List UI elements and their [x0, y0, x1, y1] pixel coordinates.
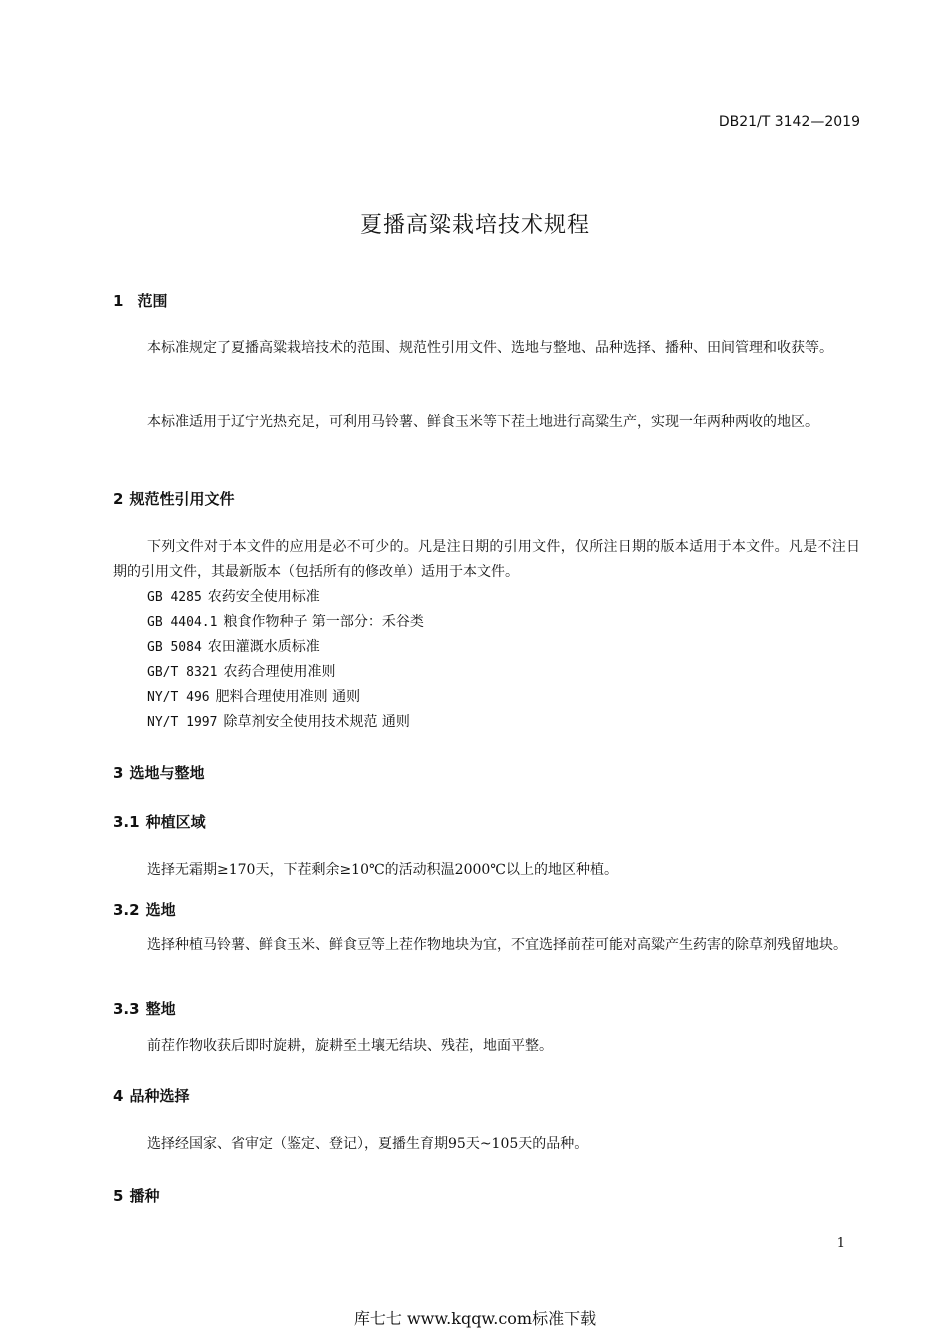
reference-name: 农田灌溉水质标准 — [207, 639, 320, 655]
reference-code: GB 4285 — [147, 590, 202, 605]
reference-item — [147, 711, 410, 731]
paragraph-land-preparation: 前茬作物收获后即时旋耕，旋耕至土壤无结块、残茬，地面平整。 — [147, 1038, 553, 1054]
section-title: 播种 — [129, 1187, 160, 1205]
reference-code: GB/T 8321 — [147, 665, 218, 680]
reference-item — [147, 686, 360, 706]
section-title: 规范性引用文件 — [129, 490, 235, 508]
reference-code: GB 4404.1 — [147, 615, 218, 630]
standard-code: DB21/T 3142—2019 — [718, 114, 860, 130]
section-number: 4 — [113, 1087, 124, 1105]
paragraph-planting-area: 选择无霜期≥170天，下茬剩余≥10℃的活动积温2000℃以上的地区种植。 — [147, 862, 618, 878]
section-title: 整地 — [145, 1000, 176, 1018]
section-number: 3 — [113, 764, 124, 782]
section-number: 2 — [113, 490, 124, 508]
paragraph-variety-selection: 选择经国家、省审定（鉴定、登记），夏播生育期95天~105天的品种。 — [147, 1136, 589, 1152]
reference-code: GB 5084 — [147, 640, 202, 655]
reference-code: NY/T 1997 — [147, 715, 218, 730]
section-heading-4 — [113, 1085, 189, 1106]
section-heading-2 — [113, 488, 234, 509]
section-number: 3.2 — [113, 901, 140, 919]
reference-code: NY/T 496 — [147, 690, 210, 705]
page-number: 1 — [836, 1236, 845, 1251]
section-title: 范围 — [137, 292, 168, 310]
section-heading-3 — [113, 762, 204, 783]
section-title: 选地与整地 — [129, 764, 205, 782]
section-heading-3-3 — [113, 998, 176, 1019]
section-heading-3-2 — [113, 899, 176, 920]
reference-name: 肥料合理使用准则 通则 — [215, 689, 361, 705]
section-number: 5 — [113, 1187, 124, 1205]
reference-item — [147, 636, 320, 656]
paragraph-scope-1: 本标准规定了夏播高粱栽培技术的范围、规范性引用文件、选地与整地、品种选择、播种、田间管理和收获等。 — [147, 340, 833, 356]
reference-item — [147, 611, 424, 631]
paragraph-scope-2: 本标准适用于辽宁光热充足，可利用马铃薯、鲜食玉米等下茬土地进行高粱生产，实现一年两种两收的地区。 — [147, 414, 819, 430]
section-heading-1 — [113, 290, 167, 311]
download-footer: 库七七 www.kqqw.com标准下载 — [353, 1309, 597, 1328]
section-title: 种植区域 — [145, 813, 206, 831]
section-number: 1 — [113, 292, 124, 310]
reference-item — [147, 586, 320, 606]
paragraph-site-selection: 选择种植马铃薯、鲜食玉米、鲜食豆等上茬作物地块为宜，不宜选择前茬可能对高粱产生药害的除草剂残留地块。 — [147, 937, 847, 953]
reference-name: 粮食作物种子 第一部分：禾谷类 — [223, 614, 424, 630]
paragraph-references-intro: 下列文件对于本文件的应用是必不可少的。凡是注日期的引用文件，仅所注日期的版本适用于本文件。凡是不注日期的引用文件，其最新版本（包括所有的修改单）适用于本文件。 — [113, 539, 860, 580]
document-title: 夏播高粱栽培技术规程 — [359, 213, 590, 238]
reference-name: 农药安全使用标准 — [207, 589, 320, 605]
section-heading-5 — [113, 1185, 159, 1206]
section-heading-3-1 — [113, 811, 206, 832]
reference-name: 除草剂安全使用技术规范 通则 — [223, 714, 410, 730]
reference-item — [147, 661, 335, 681]
reference-name: 农药合理使用准则 — [223, 664, 336, 680]
section-title: 选地 — [145, 901, 176, 919]
section-title: 品种选择 — [129, 1087, 190, 1105]
section-number: 3.3 — [113, 1000, 140, 1018]
section-number: 3.1 — [113, 813, 140, 831]
